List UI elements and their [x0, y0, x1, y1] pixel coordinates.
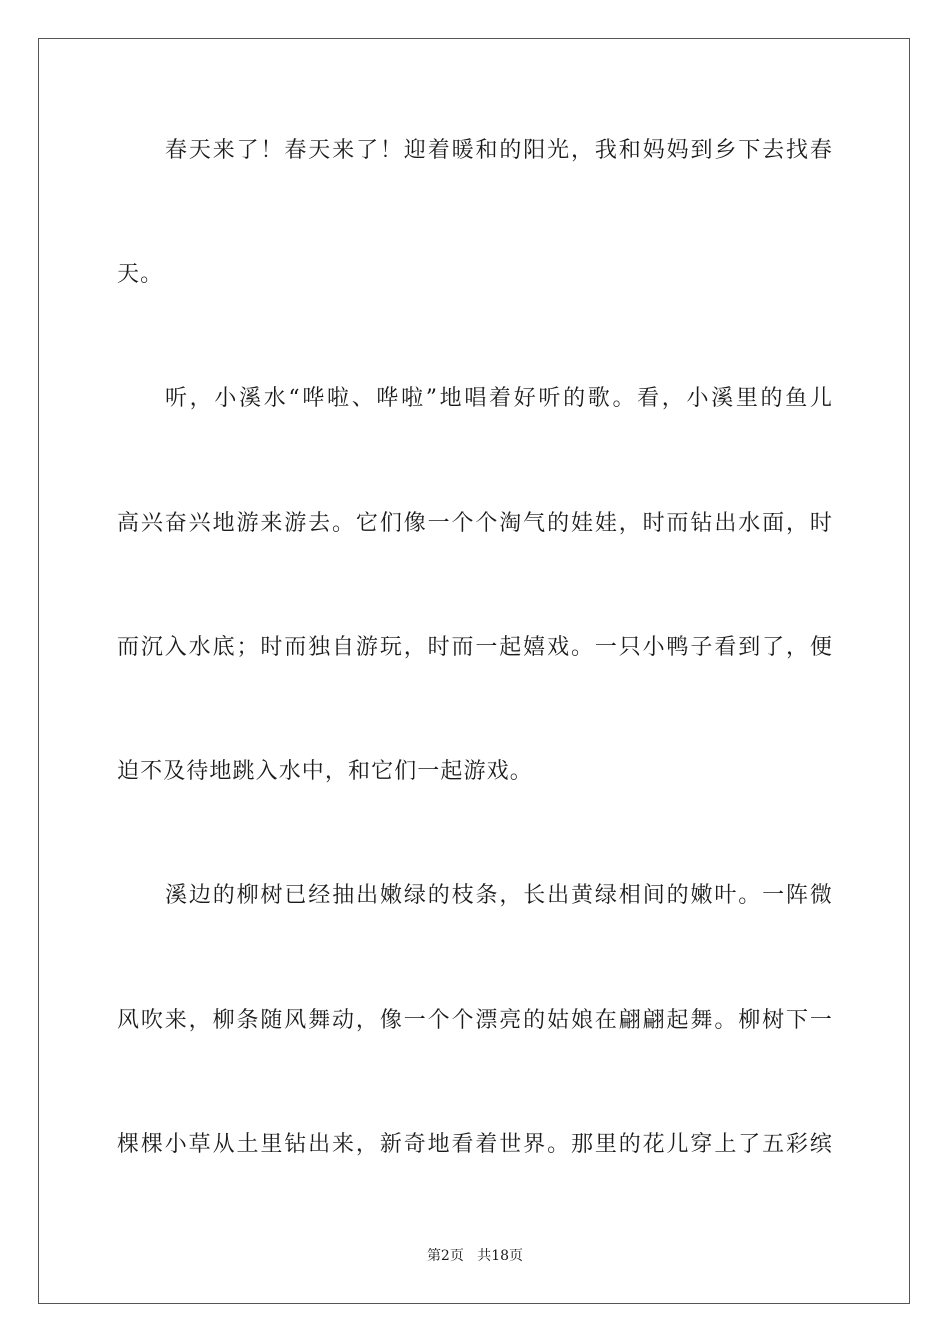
text-line-2: 天。 — [117, 262, 164, 287]
page-footer — [0, 1247, 950, 1265]
page-total: 共18页 — [477, 1248, 524, 1264]
text-line-5: 而沉入水底；时而独自游玩，时而一起嬉戏。一只小鸭子看到了，便 — [117, 635, 833, 660]
page-number: 第2页 — [426, 1248, 464, 1264]
text-line-6: 迫不及待地跳入水中，和它们一起游戏。 — [117, 759, 533, 784]
text-line-9: 棵棵小草从土里钻出来，新奇地看着世界。那里的花儿穿上了五彩缤 — [117, 1132, 833, 1157]
text-line-7: 溪边的柳树已经抽出嫩绿的枝条，长出黄绿相间的嫩叶。一阵微 — [165, 883, 833, 908]
page-border — [38, 38, 910, 1304]
text-line-3: 听，小溪水“哗啦、哗啦”地唱着好听的歌。看，小溪里的鱼儿 — [165, 386, 833, 411]
text-line-1: 春天来了！春天来了！迎着暖和的阳光，我和妈妈到乡下去找春 — [165, 138, 833, 163]
text-line-4: 高兴奋兴地游来游去。它们像一个个淘气的娃娃，时而钻出水面，时 — [117, 511, 833, 536]
text-line-8: 风吹来，柳条随风舞动，像一个个漂亮的姑娘在翩翩起舞。柳树下一 — [117, 1008, 833, 1033]
